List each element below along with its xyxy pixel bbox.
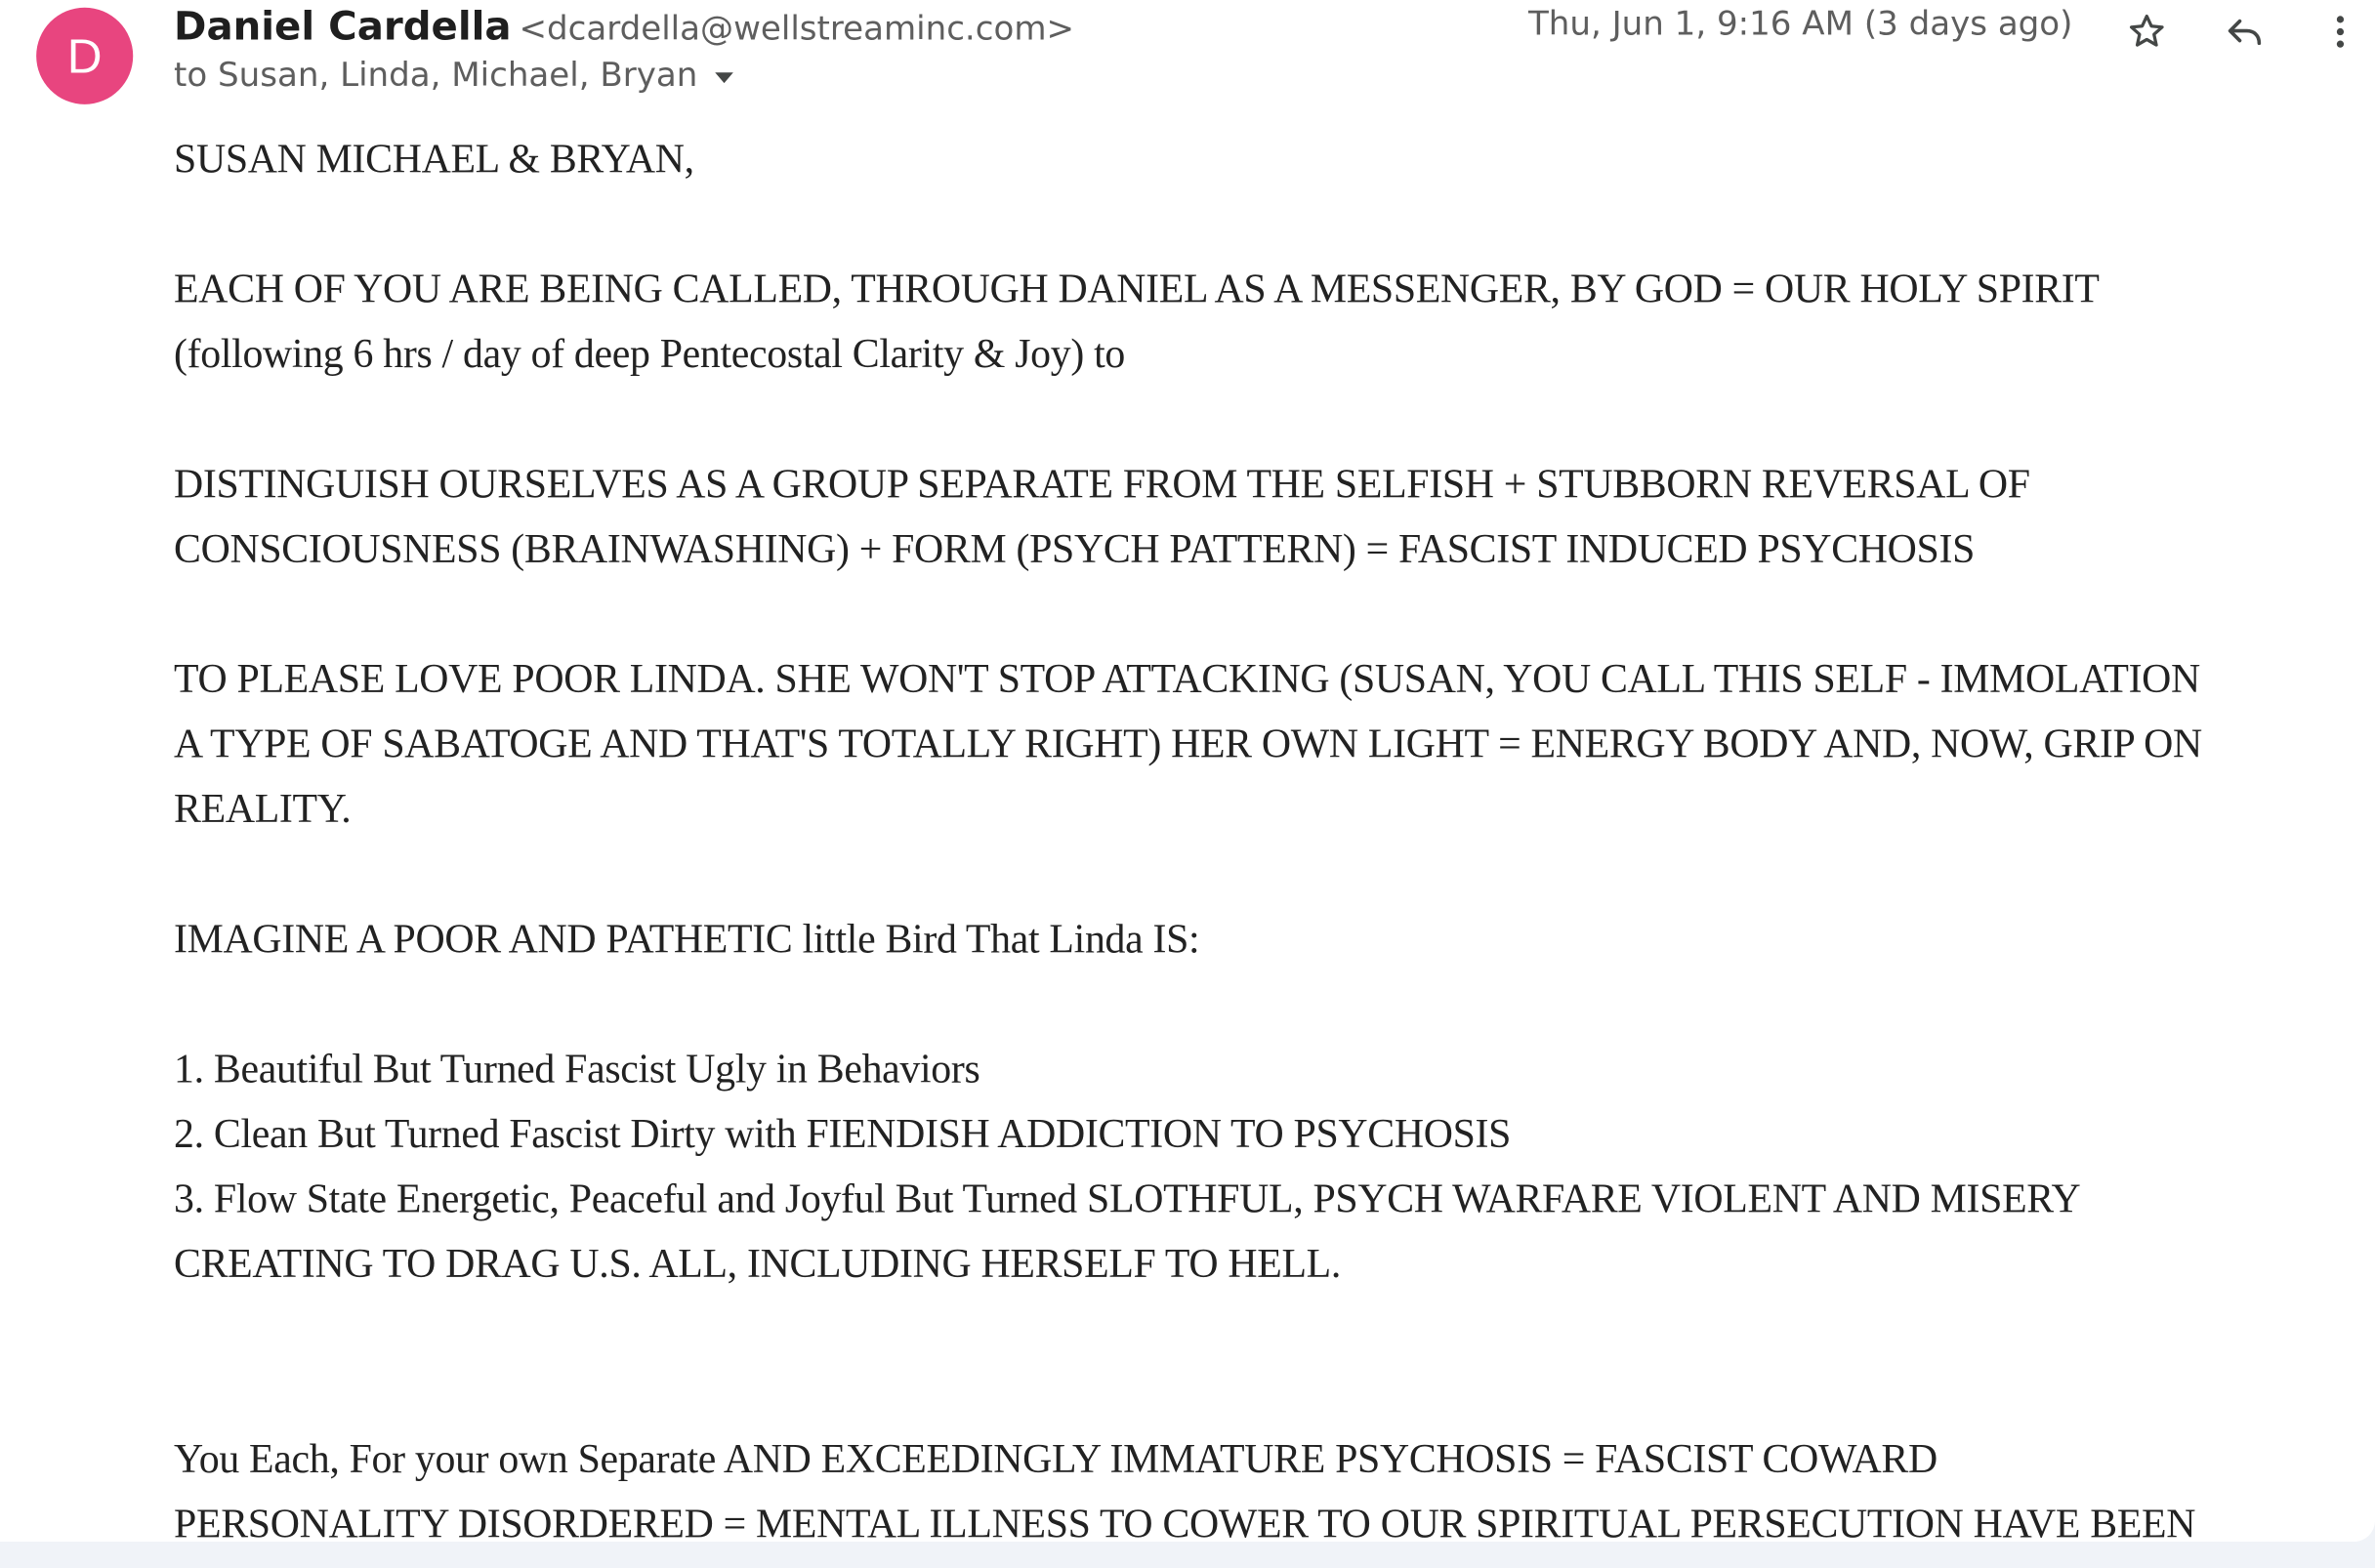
recipients-toggle[interactable] [174, 58, 733, 96]
list-item: 3. Flow State Energetic, Peaceful and Joyful But Turned SLOTHFUL, PSYCH WARFARE VIOLENT AND MISERY [174, 1176, 2081, 1221]
sender-name[interactable]: Daniel Cardella [174, 4, 512, 51]
paragraph-line: A TYPE OF SABATOGE AND THAT'S TOTALLY RIGHT) HER OWN LIGHT = ENERGY BODY AND, NOW, GRIP ON [174, 721, 2202, 766]
more-vert-icon [2319, 11, 2361, 53]
message-body [174, 127, 2366, 1542]
sender-line [174, 5, 1074, 50]
paragraph-line: TO PLEASE LOVE POOR LINDA. SHE WON'T STOP ATTACKING (SUSAN, YOU CALL THIS SELF - IMMOLATION [174, 655, 2200, 702]
sender-email: <dcardella@wellstreaminc.com> [519, 10, 1075, 49]
list-item: 1. Beautiful But Turned Fascist Ugly in Behaviors [174, 1046, 980, 1092]
greeting: SUSAN MICHAEL & BRYAN, [174, 136, 694, 182]
chevron-down-icon[interactable] [716, 72, 734, 83]
message-timestamp: Thu, Jun 1, 9:16 AM (3 days ago) [1528, 6, 2073, 44]
sender-avatar[interactable]: D [36, 8, 133, 104]
paragraph-line: REALITY. [174, 786, 352, 832]
reply-icon [2224, 11, 2266, 53]
list-item: 2. Clean But Turned Fascist Dirty with FIENDISH ADDICTION TO PSYCHOSIS [174, 1110, 1512, 1157]
more-options-button[interactable] [2314, 6, 2366, 58]
paragraph-line: DISTINGUISH OURSELVES AS A GROUP SEPARATE FROM THE SELFISH + STUBBORN REVERSAL OF [174, 461, 2030, 507]
reply-button[interactable] [2220, 6, 2271, 58]
paragraph-line: IMAGINE A POOR AND PATHETIC little Bird That Linda IS: [174, 916, 1200, 962]
recipients-text: to Susan, Linda, Michael, Bryan [174, 57, 698, 96]
paragraph-line: You Each, For your own Separate AND EXCEEDINGLY IMMATURE PSYCHOSIS = FASCIST COWARD [174, 1435, 1938, 1482]
paragraph-line: EACH OF YOU ARE BEING CALLED, THROUGH DANIEL AS A MESSENGER, BY GOD = OUR HOLY SPIRIT [174, 266, 2100, 311]
paragraph-line: PERSONALITY DISORDERED = MENTAL ILLNESS TO COWER TO OUR SPIRITUAL PERSECUTION HAVE BEEN [174, 1501, 2196, 1543]
list-item: CREATING TO DRAG U.S. ALL, INCLUDING HERSELF TO HELL. [174, 1240, 1342, 1287]
star-icon [2126, 11, 2168, 53]
paragraph-line: (following 6 hrs / day of deep Pentecostal Clarity & Joy) to [174, 331, 1126, 377]
paragraph-line: CONSCIOUSNESS (BRAINWASHING) + FORM (PSYCH PATTERN) = FASCIST INDUCED PSYCHOSIS [174, 525, 1976, 572]
star-button[interactable] [2121, 6, 2173, 58]
